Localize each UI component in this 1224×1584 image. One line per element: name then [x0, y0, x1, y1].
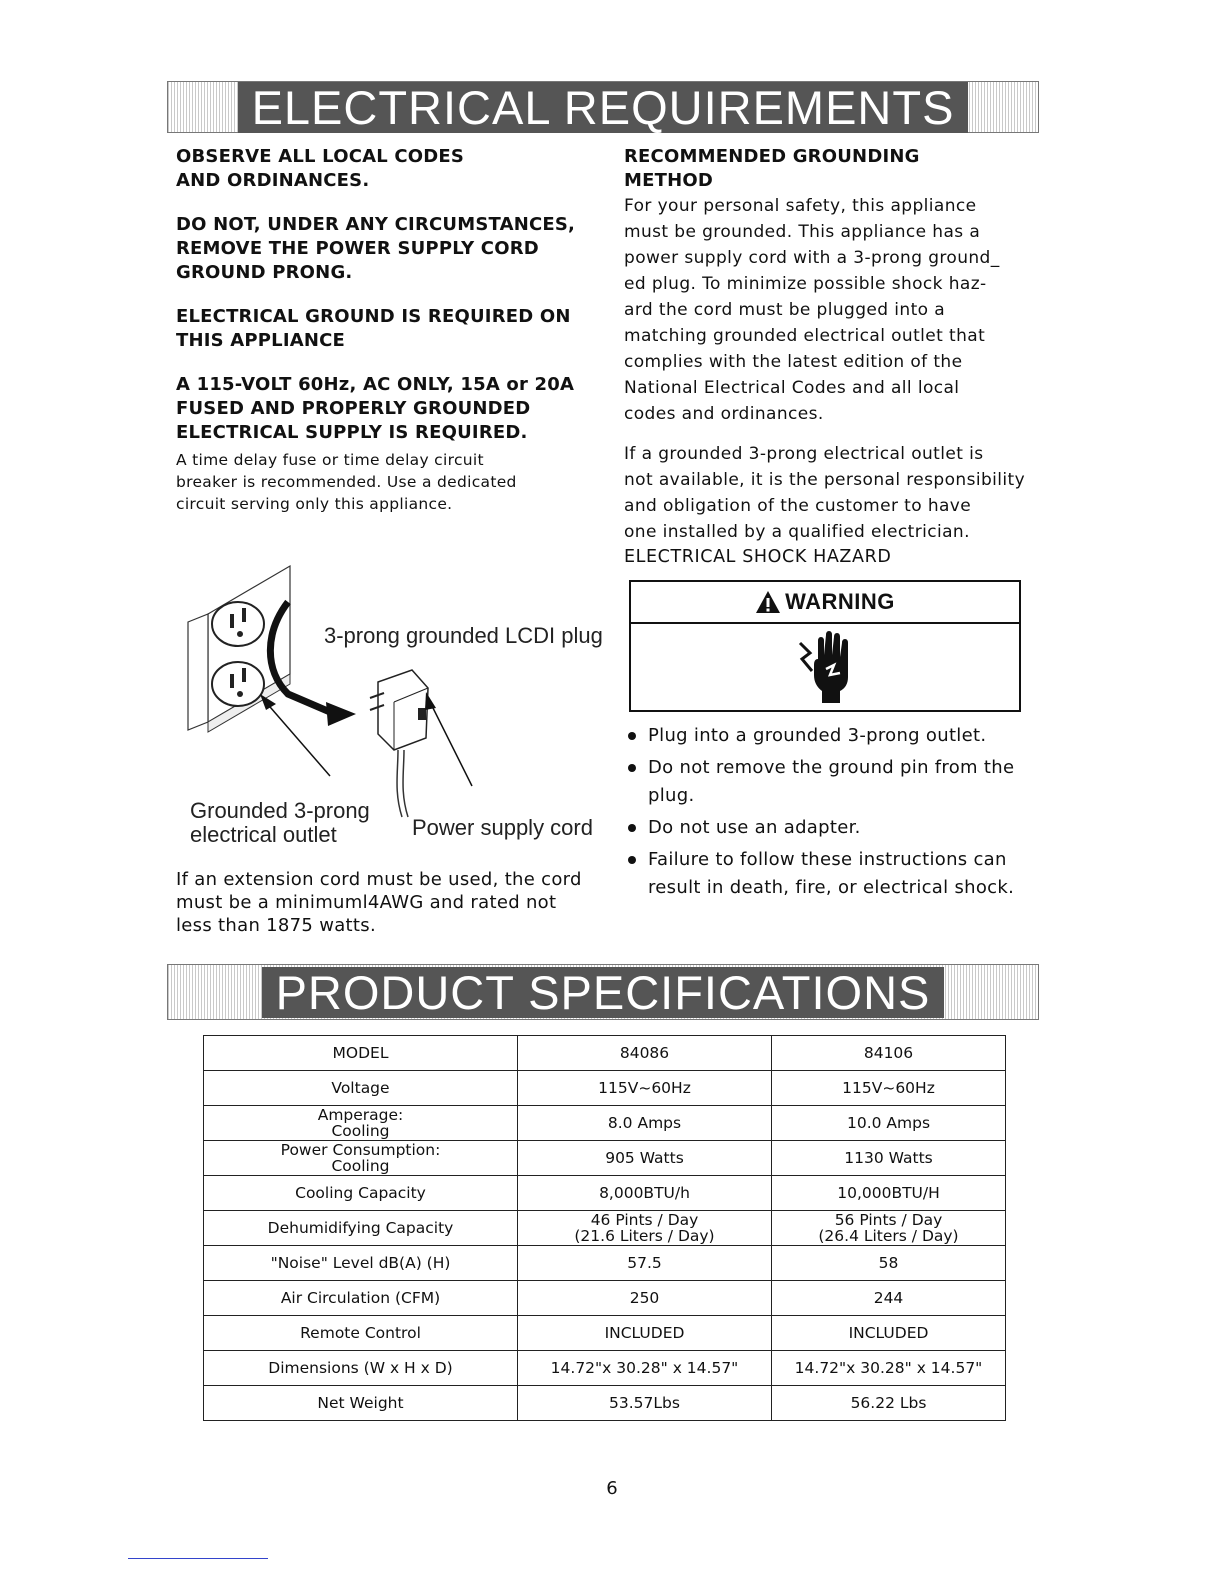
table-cell: 10,000BTU/H: [772, 1176, 1006, 1211]
observe-codes-heading: OBSERVE ALL LOCAL CODES AND ORDINANCES.: [176, 146, 465, 191]
list-item: Failure to follow these instructions can result in death, fire, or electrical shock.: [626, 846, 1046, 902]
warning-triangle-icon: [755, 590, 781, 614]
table-row: [204, 1386, 1006, 1421]
warning-title: WARNING: [785, 589, 895, 614]
table-row: [204, 1351, 1006, 1386]
table-row: [204, 1036, 1006, 1071]
electric-shock-hand-icon: [790, 629, 860, 705]
table-cell: INCLUDED: [772, 1316, 1006, 1351]
outlet-plug-illustration: [180, 562, 610, 862]
table-cell: 53.57Lbs: [518, 1386, 772, 1421]
electrical-requirements-title: ELECTRICAL REQUIREMENTS: [238, 82, 969, 133]
list-item: Do not use an adapter.: [626, 814, 1046, 842]
table-cell: Air Circulation (CFM): [204, 1281, 518, 1316]
table-cell: Dimensions (W x H x D): [204, 1351, 518, 1386]
cord-label: Power supply cord: [412, 815, 593, 840]
ground-required-heading: ELECTRICAL GROUND IS REQUIRED ON THIS APPLIANCE: [176, 306, 571, 351]
do-not-remove-heading: DO NOT, UNDER ANY CIRCUMSTANCES, REMOVE THE POWER SUPPLY CORD GROUND PRONG.: [176, 214, 576, 283]
table-row: [204, 1176, 1006, 1211]
table-cell: 14.72"x 30.28" x 14.57": [518, 1351, 772, 1386]
table-cell: Cooling Capacity: [204, 1176, 518, 1211]
outlet-availability-paragraph: If a grounded 3-prong electrical outlet is not available, it is the personal responsibility and obligation of the customer to have one installed by a qualified electrician.: [624, 444, 1026, 542]
table-cell: 14.72"x 30.28" x 14.57": [772, 1351, 1006, 1386]
warning-bullets: [626, 722, 1046, 906]
table-cell: 84106: [772, 1036, 1006, 1071]
table-cell: 1130 Watts: [772, 1141, 1006, 1176]
warning-box: [629, 580, 1021, 712]
list-item: Do not remove the ground pin from the plug.: [626, 754, 1046, 810]
table-row: [204, 1211, 1006, 1246]
table-cell: 46 Pints / Day (21.6 Liters / Day): [518, 1211, 772, 1246]
footer-divider: [128, 1558, 268, 1559]
table-cell: 56 Pints / Day (26.4 Liters / Day): [772, 1211, 1006, 1246]
table-cell: 905 Watts: [518, 1141, 772, 1176]
table-row: [204, 1106, 1006, 1141]
extension-cord-note: If an extension cord must be used, the cord must be a minimuml4AWG and rated not less than 1875 watts.: [176, 869, 582, 936]
page-number: 6: [606, 1478, 618, 1499]
table-cell: Amperage: Cooling: [204, 1106, 518, 1141]
outlet-label: Grounded 3-prong electrical outlet: [190, 798, 370, 847]
table-cell: INCLUDED: [518, 1316, 772, 1351]
fuse-note: A time delay fuse or time delay circuit breaker is recommended. Use a dedicated circuit serving only this appliance.: [176, 451, 517, 513]
grounding-method-heading: RECOMMENDED GROUNDING METHOD: [624, 146, 920, 191]
table-row: [204, 1071, 1006, 1106]
table-cell: 57.5: [518, 1246, 772, 1281]
warning-header: [631, 582, 1019, 624]
table-row: [204, 1281, 1006, 1316]
table-cell: 8.0 Amps: [518, 1106, 772, 1141]
table-cell: Net Weight: [204, 1386, 518, 1421]
table-row: [204, 1246, 1006, 1281]
product-specifications-banner: [167, 964, 1039, 1020]
specifications-table: [203, 1035, 1006, 1421]
table-cell: Remote Control: [204, 1316, 518, 1351]
table-cell: 10.0 Amps: [772, 1106, 1006, 1141]
table-cell: 115V~60Hz: [772, 1071, 1006, 1106]
table-cell: 58: [772, 1246, 1006, 1281]
product-specifications-title: PRODUCT SPECIFICATIONS: [262, 967, 945, 1018]
electrical-requirements-banner: [167, 81, 1039, 133]
table-cell: 250: [518, 1281, 772, 1316]
table-row: [204, 1316, 1006, 1351]
supply-required-heading: A 115-VOLT 60Hz, AC ONLY, 15A or 20A FUSED AND PROPERLY GROUNDED ELECTRICAL SUPPLY IS REQUIRED.: [176, 374, 575, 443]
table-cell: 244: [772, 1281, 1006, 1316]
right-column: [624, 145, 1054, 569]
table-cell: MODEL: [204, 1036, 518, 1071]
table-cell: 8,000BTU/h: [518, 1176, 772, 1211]
table-cell: Dehumidifying Capacity: [204, 1211, 518, 1246]
table-cell: "Noise" Level dB(A) (H): [204, 1246, 518, 1281]
table-row: [204, 1141, 1006, 1176]
table-cell: 84086: [518, 1036, 772, 1071]
shock-hazard-label: ELECTRICAL SHOCK HAZARD: [624, 547, 892, 567]
specifications-table-body: [204, 1036, 1006, 1421]
list-item: Plug into a grounded 3-prong outlet.: [626, 722, 1046, 750]
plug-label: 3-prong grounded LCDI plug: [324, 623, 603, 648]
table-cell: 56.22 Lbs: [772, 1386, 1006, 1421]
grounding-paragraph: For your personal safety, this appliance must be grounded. This appliance has a power supply cord with a 3-prong ground_ ed plug. To minimize possible shock haz- ard the cord must be plugged into a matching grounded electrical outlet that complies with the latest edition of the National Electrical Codes and all local codes and ordinances.: [624, 196, 1000, 424]
table-cell: 115V~60Hz: [518, 1071, 772, 1106]
left-column: [176, 145, 606, 515]
table-cell: Power Consumption: Cooling: [204, 1141, 518, 1176]
table-cell: Voltage: [204, 1071, 518, 1106]
